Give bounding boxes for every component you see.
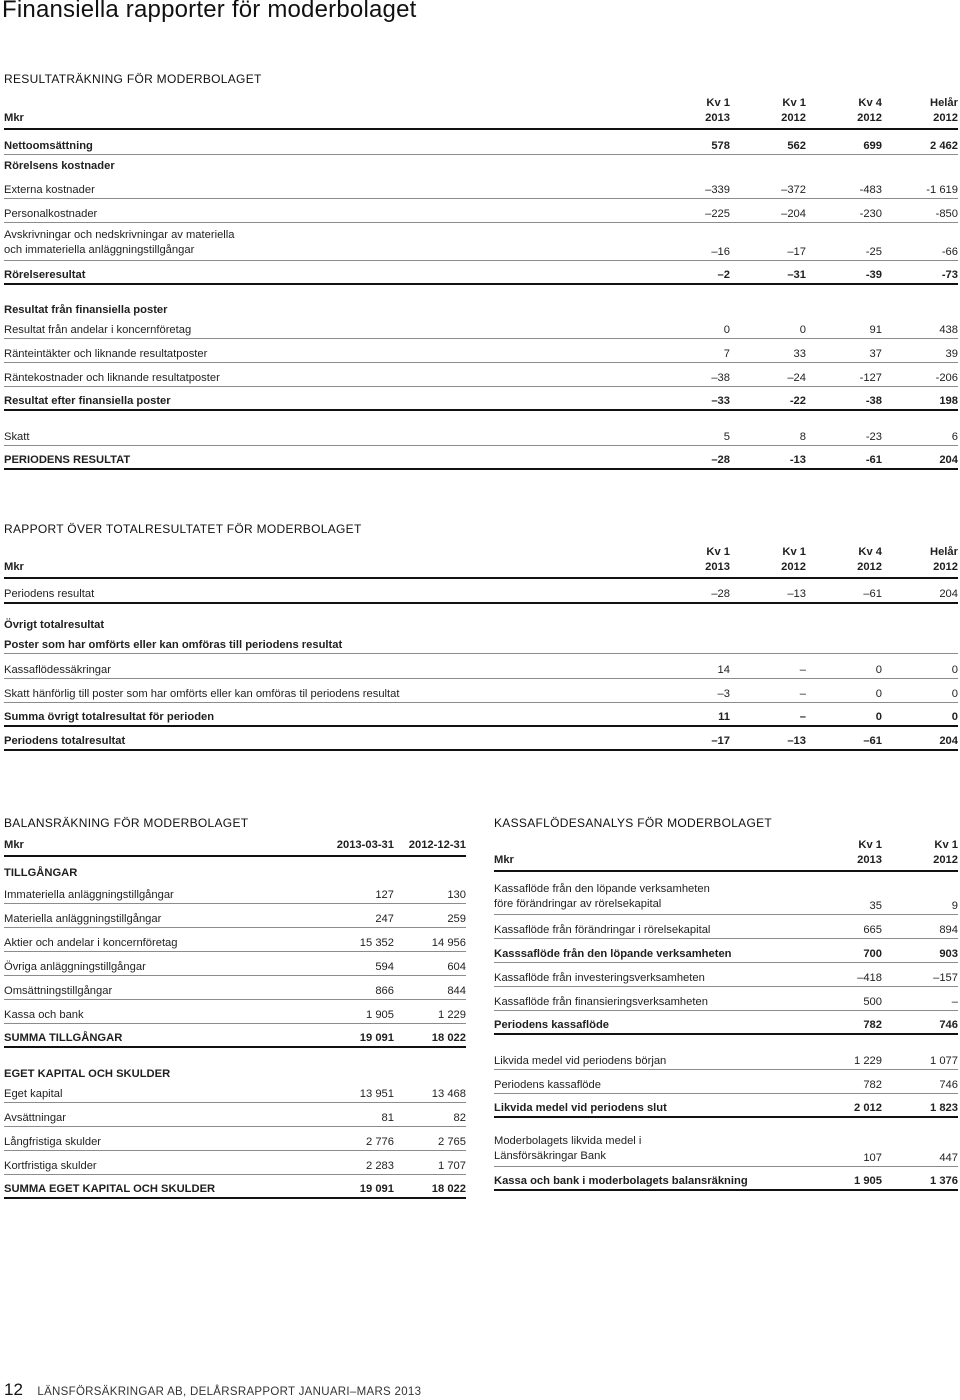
cell-value: 7: [578, 338, 730, 362]
cell-value: -38: [806, 386, 882, 410]
col-header: Helår 2012: [882, 96, 958, 129]
cell-value: 1 707: [394, 1150, 466, 1174]
cell-value: 39: [882, 338, 958, 362]
cell-value: 0: [730, 318, 806, 338]
cell-value: 0: [806, 678, 882, 702]
section-label: EGET KAPITAL OCH SKULDER: [4, 1068, 171, 1080]
cell-value: 1 905: [806, 1166, 882, 1190]
col-header: Kv 1 2013: [806, 838, 882, 871]
row-label: Kassaflöde från den löpande verksamheten före förändringar av rörelsekapital: [494, 871, 806, 914]
row-label: Kassaflöde från investeringsverksamheten: [494, 962, 806, 986]
section-row: [4, 1047, 466, 1082]
table-row: [4, 1150, 466, 1174]
section-label: TILLGÅNGAR: [4, 867, 78, 879]
cash-flow-title: KASSAFLÖDESANALYS FÖR MODERBOLAGET: [494, 816, 773, 830]
row-label: Periodens kassaflöde: [494, 1069, 806, 1093]
table-row: [4, 1102, 466, 1126]
cell-value: 866: [306, 975, 394, 999]
col-header: Kv 1 2012: [730, 545, 806, 578]
cell-value: –204: [730, 198, 806, 222]
row-label: Periodens totalresultat: [4, 726, 578, 750]
total-row: [4, 260, 958, 284]
table-row: [4, 1126, 466, 1150]
row-label: Kassa och bank i moderbolagets balansräkning: [494, 1166, 806, 1190]
table-row: [4, 975, 466, 999]
total-header-row: [4, 545, 958, 578]
cell-value: -39: [806, 260, 882, 284]
total-row: [494, 1166, 958, 1190]
row-label: Kasssaflöde från den löpande verksamheten: [494, 938, 806, 962]
col-header: Kv 4 2012: [806, 96, 882, 129]
cell-value: –17: [730, 222, 806, 260]
cell-value: 18 022: [394, 1174, 466, 1198]
row-label: Räntekostnader och liknande resultatposter: [4, 362, 578, 386]
cell-value: –17: [578, 726, 730, 750]
cell-value: 903: [882, 938, 958, 962]
col-header: Kv 4 2012: [806, 545, 882, 578]
cell-value: 746: [882, 1010, 958, 1034]
cell-value: 2 776: [306, 1126, 394, 1150]
cell-value: –13: [730, 726, 806, 750]
cell-value: 37: [806, 338, 882, 362]
cell-value: 578: [578, 129, 730, 154]
income-statement-table: [4, 96, 958, 470]
cell-value: –28: [578, 445, 730, 469]
cell-value: 782: [806, 1069, 882, 1093]
cell-value: -850: [882, 198, 958, 222]
total-income-table: [4, 545, 958, 751]
col-header: Kv 1 2013: [578, 545, 730, 578]
section-label: Resultat från finansiella poster: [4, 304, 168, 316]
cashflow-header-row: [494, 838, 958, 871]
cell-value: -13: [730, 445, 806, 469]
cell-value: –: [730, 702, 806, 726]
row-label: Moderbolagets likvida medel i Länsförsäkringar Bank: [494, 1117, 806, 1166]
cell-value: 2 012: [806, 1093, 882, 1117]
table-row: [4, 410, 958, 445]
section-label: Poster som har omförts eller kan omföras till periodens resultat: [4, 633, 958, 653]
cell-value: 700: [806, 938, 882, 962]
cell-value: 5: [578, 410, 730, 445]
cell-value: 438: [882, 318, 958, 338]
row-label: Likvida medel vid periodens början: [494, 1034, 806, 1069]
table-row: [4, 198, 958, 222]
row-label: Personalkostnader: [4, 198, 578, 222]
cell-value: 1 229: [394, 999, 466, 1023]
cell-value: –13: [730, 578, 806, 603]
row-label: Kassaflödessäkringar: [4, 653, 578, 678]
cell-value: –61: [806, 726, 882, 750]
balance-sheet-table: [4, 838, 466, 1199]
table-row: [4, 578, 958, 603]
table-row: [4, 174, 958, 198]
table-row: [4, 951, 466, 975]
cell-value: 2 283: [306, 1150, 394, 1174]
cell-value: –157: [882, 962, 958, 986]
cell-value: 81: [306, 1102, 394, 1126]
cell-value: –24: [730, 362, 806, 386]
cell-value: 15 352: [306, 927, 394, 951]
total-row: [4, 445, 958, 469]
cell-value: 0: [882, 653, 958, 678]
cell-value: –38: [578, 362, 730, 386]
cell-value: -23: [806, 410, 882, 445]
table-row: [4, 927, 466, 951]
cell-value: 1 905: [306, 999, 394, 1023]
table-row: [4, 338, 958, 362]
row-label: Nettoomsättning: [4, 129, 578, 154]
total-row: [4, 702, 958, 726]
cell-value: 11: [578, 702, 730, 726]
total-row: [4, 726, 958, 750]
cell-value: 746: [882, 1069, 958, 1093]
row-label: Skatt hänförlig till poster som har omförts eller kan omföras til periodens resultat: [4, 678, 578, 702]
col-header: Kv 1 2012: [882, 838, 958, 871]
cell-value: –61: [806, 578, 882, 603]
cell-value: 13 951: [306, 1082, 394, 1102]
table-row: [4, 1082, 466, 1102]
section-row: [4, 154, 958, 174]
cell-value: 604: [394, 951, 466, 975]
section-label: Övrigt totalresultat: [4, 619, 105, 631]
table-row: [494, 1034, 958, 1069]
cell-value: 8: [730, 410, 806, 445]
income-header-row: [4, 96, 958, 129]
cell-value: 562: [730, 129, 806, 154]
table-row: [4, 653, 958, 678]
row-label: Materiella anläggningstillgångar: [4, 903, 306, 927]
table-row: [4, 362, 958, 386]
cell-value: –418: [806, 962, 882, 986]
row-label: Långfristiga skulder: [4, 1126, 306, 1150]
total-income-title: RAPPORT ÖVER TOTALRESULTATET FÖR MODERBOLAGET: [4, 522, 362, 536]
cell-value: –3: [578, 678, 730, 702]
balance-header-row: [4, 838, 466, 856]
table-row: [4, 999, 466, 1023]
footer-text: LÄNSFÖRSÄKRINGAR AB, DELÅRSRAPPORT JANUARI–MARS 2013: [37, 1386, 422, 1398]
col-header: 2013-03-31: [306, 838, 394, 856]
total-row: [4, 386, 958, 410]
row-label: Skatt: [4, 410, 578, 445]
page-number: 12: [4, 1380, 23, 1399]
table-row: [4, 881, 466, 903]
col-header: Kv 1 2013: [578, 96, 730, 129]
total-row: [4, 1174, 466, 1198]
table-row: [4, 129, 958, 154]
row-label: Resultat efter finansiella poster: [4, 386, 578, 410]
table-row: [494, 871, 958, 914]
cell-value: -73: [882, 260, 958, 284]
cell-value: 35: [806, 871, 882, 914]
cell-value: 447: [882, 1117, 958, 1166]
row-label: Eget kapital: [4, 1082, 306, 1102]
income-statement-title: RESULTATRÄKNING FÖR MODERBOLAGET: [4, 72, 262, 86]
total-row: [494, 1010, 958, 1034]
row-label: SUMMA TILLGÅNGAR: [4, 1023, 306, 1047]
table-row: [494, 1069, 958, 1093]
cell-value: –: [882, 986, 958, 1010]
cell-value: -483: [806, 174, 882, 198]
row-label: Periodens kassaflöde: [494, 1010, 806, 1034]
cell-value: –2: [578, 260, 730, 284]
table-row: [494, 938, 958, 962]
cell-value: -25: [806, 222, 882, 260]
cell-value: 0: [578, 318, 730, 338]
cell-value: –372: [730, 174, 806, 198]
row-label: Resultat från andelar i koncernföretag: [4, 318, 578, 338]
col-header: 2012-12-31: [394, 838, 466, 856]
cell-value: 0: [806, 702, 882, 726]
row-label: PERIODENS RESULTAT: [4, 445, 578, 469]
cell-value: 204: [882, 445, 958, 469]
cell-value: 1 823: [882, 1093, 958, 1117]
cell-value: 894: [882, 914, 958, 938]
table-row: [4, 678, 958, 702]
row-label: Periodens resultat: [4, 578, 578, 603]
row-label: Avsättningar: [4, 1102, 306, 1126]
cell-value: 107: [806, 1117, 882, 1166]
row-label: Summa övrigt totalresultat för perioden: [4, 702, 578, 726]
cell-value: 19 091: [306, 1023, 394, 1047]
row-label: Ränteintäkter och liknande resultatposter: [4, 338, 578, 362]
unit-label: Mkr: [4, 838, 306, 856]
cell-value: -230: [806, 198, 882, 222]
section-row: [4, 284, 958, 318]
row-label: Avskrivningar och nedskrivningar av materiella och immateriella anläggningstillgångar: [4, 222, 578, 260]
row-label: Immateriella anläggningstillgångar: [4, 881, 306, 903]
cell-value: 6: [882, 410, 958, 445]
cell-value: 204: [882, 578, 958, 603]
row-label: Omsättningstillgångar: [4, 975, 306, 999]
cell-value: 198: [882, 386, 958, 410]
cell-value: –33: [578, 386, 730, 410]
cell-value: -61: [806, 445, 882, 469]
section-row: [4, 603, 958, 633]
cell-value: 130: [394, 881, 466, 903]
cell-value: -206: [882, 362, 958, 386]
cell-value: 594: [306, 951, 394, 975]
cell-value: 782: [806, 1010, 882, 1034]
cell-value: 18 022: [394, 1023, 466, 1047]
cell-value: -1 619: [882, 174, 958, 198]
cell-value: 82: [394, 1102, 466, 1126]
balance-sheet-title: BALANSRÄKNING FÖR MODERBOLAGET: [4, 816, 249, 830]
table-row: [4, 903, 466, 927]
page-footer: [4, 1380, 421, 1400]
table-row: [494, 1117, 958, 1166]
unit-label: Mkr: [4, 545, 578, 578]
cell-value: 500: [806, 986, 882, 1010]
cell-value: 259: [394, 903, 466, 927]
unit-label: Mkr: [494, 838, 806, 871]
cell-value: -66: [882, 222, 958, 260]
cell-value: –: [730, 653, 806, 678]
row-label: Likvida medel vid periodens slut: [494, 1093, 806, 1117]
row-label: SUMMA EGET KAPITAL OCH SKULDER: [4, 1174, 306, 1198]
cell-value: 1 376: [882, 1166, 958, 1190]
cell-value: –: [730, 678, 806, 702]
row-label: Kassa och bank: [4, 999, 306, 1023]
unit-label: Mkr: [4, 96, 578, 129]
cell-value: 2 765: [394, 1126, 466, 1150]
total-row: [494, 1093, 958, 1117]
cell-value: 91: [806, 318, 882, 338]
section-row: [4, 856, 466, 881]
cell-value: 247: [306, 903, 394, 927]
cell-value: –16: [578, 222, 730, 260]
row-label: Rörelseresultat: [4, 260, 578, 284]
total-row: [4, 1023, 466, 1047]
table-row: [494, 914, 958, 938]
cell-value: 844: [394, 975, 466, 999]
cell-value: 699: [806, 129, 882, 154]
cell-value: 14 956: [394, 927, 466, 951]
cell-value: 19 091: [306, 1174, 394, 1198]
table-row: [494, 986, 958, 1010]
cell-value: 665: [806, 914, 882, 938]
cell-value: 9: [882, 871, 958, 914]
cell-value: 0: [882, 678, 958, 702]
row-label: Kortfristiga skulder: [4, 1150, 306, 1174]
section-label: Rörelsens kostnader: [4, 160, 115, 172]
cell-value: –339: [578, 174, 730, 198]
table-row: [4, 222, 958, 260]
section-row: [4, 633, 958, 653]
cell-value: 0: [882, 702, 958, 726]
cell-value: 1 229: [806, 1034, 882, 1069]
cell-value: –225: [578, 198, 730, 222]
cell-value: 127: [306, 881, 394, 903]
row-label: Övriga anläggningstillgångar: [4, 951, 306, 975]
row-label: Externa kostnader: [4, 174, 578, 198]
cell-value: 14: [578, 653, 730, 678]
cell-value: 33: [730, 338, 806, 362]
row-label: Kassaflöde från finansieringsverksamheten: [494, 986, 806, 1010]
cell-value: 204: [882, 726, 958, 750]
table-row: [494, 962, 958, 986]
col-header: Helår 2012: [882, 545, 958, 578]
cell-value: –28: [578, 578, 730, 603]
col-header: Kv 1 2012: [730, 96, 806, 129]
row-label: Kassaflöde från förändringar i rörelsekapital: [494, 914, 806, 938]
row-label: Aktier och andelar i koncernföretag: [4, 927, 306, 951]
cash-flow-table: [494, 838, 958, 1191]
cell-value: -22: [730, 386, 806, 410]
cell-value: -127: [806, 362, 882, 386]
cell-value: –31: [730, 260, 806, 284]
cell-value: 13 468: [394, 1082, 466, 1102]
cell-value: 0: [806, 653, 882, 678]
table-row: [4, 318, 958, 338]
cell-value: 2 462: [882, 129, 958, 154]
cell-value: 1 077: [882, 1034, 958, 1069]
page-title: Finansiella rapporter för moderbolaget: [2, 0, 417, 23]
